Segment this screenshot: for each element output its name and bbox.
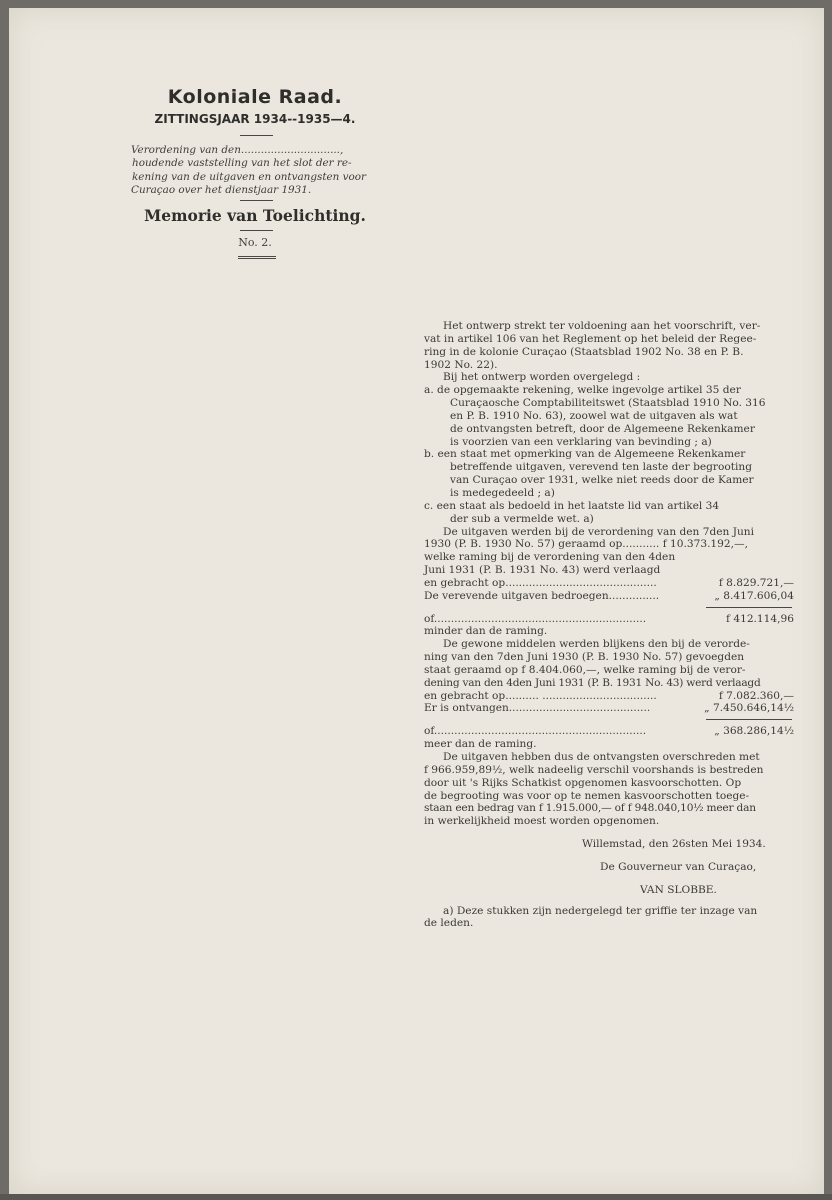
explanatory-text — [424, 320, 794, 930]
council-title: Koloniale Raad. — [167, 86, 343, 108]
place-date: Willemstad, den 26sten Mei 1934. — [582, 838, 766, 851]
text-line: De gewone middelen werden blijkens den bij de verorde- — [443, 638, 750, 651]
ordinance-line: houdende vaststelling van het slot der re- — [132, 157, 352, 170]
amount-value: „ 7.450.646,14½ — [704, 702, 794, 715]
text-line: door uit 's Rijks Schatkist opgenomen kasvoorschotten. Op — [424, 776, 742, 789]
amount-row — [424, 725, 794, 738]
text-line: minder dan de raming. — [424, 625, 548, 638]
text-line: en P. B. 1910 No. 63), zoowel wat de uitgaven als wat — [450, 409, 738, 422]
text-line: meer dan de raming. — [424, 738, 537, 751]
sum-rule — [706, 607, 792, 608]
text-line: Bij het ontwerp worden overgelegd : — [443, 371, 641, 384]
text-line: 1930 (P. B. 1930 No. 57) geraamd op........... f 10.373.192,—, — [424, 538, 748, 551]
footnote-cont: de leden. — [424, 917, 474, 930]
text-line: staan een bedrag van f 1.915.000,— of f 948.040,10½ meer dan — [424, 802, 756, 815]
divider — [238, 256, 276, 257]
amount-label: en gebracht op............................................. — [424, 576, 657, 589]
ordinance-line: Curaçao over het dienstjaar 1931. — [131, 184, 312, 197]
text-line: f 966.959,89½, welk nadeelig verschil voorshands is bestreden — [424, 763, 764, 776]
text-line: staat geraamd op f 8.404.060,—, welke raming bij de veror- — [424, 663, 746, 676]
text-line: De uitgaven hebben dus de ontvangsten overschreden met — [443, 751, 760, 763]
list-item-c: c. een staat als bedoeld in het laatste lid van artikel 34 — [424, 499, 720, 512]
text-line: van Curaçao over 1931, welke niet reeds door de Kamer — [450, 474, 754, 487]
text-line: 1902 No. 22). — [424, 358, 498, 371]
text-line: de ontvangsten betreft, door de Algemeene Rekenkamer — [450, 422, 755, 435]
document-number: No. 2. — [238, 236, 272, 249]
text-line: ring in de kolonie Curaçao (Staatsblad 1902 No. 38 en P. B. — [424, 345, 744, 358]
divider — [238, 258, 276, 259]
ordinance-description — [131, 144, 381, 198]
list-item-a: a. de opgemaakte rekening, welke ingevolge artikel 35 der — [424, 384, 741, 397]
divider — [240, 135, 273, 136]
divider — [240, 230, 273, 231]
ordinance-line: kening van de uitgaven en ontvangsten voor — [132, 170, 366, 183]
divider — [240, 200, 273, 201]
amount-label: De verevende uitgaven bedroegen............... — [424, 589, 660, 602]
amount-row — [424, 590, 794, 603]
text-line: vat in artikel 106 van het Reglement op het beleid der Regee- — [424, 332, 757, 345]
sum-rule — [706, 719, 792, 720]
amount-value: „ 8.417.606,04 — [714, 589, 794, 602]
text-line: De uitgaven werden bij de verordening van den 7den Juni — [443, 525, 755, 538]
amount-label: en gebracht op.......... .................................. — [424, 689, 657, 702]
amount-label: of............................................................... — [424, 612, 647, 625]
document-heading: Memorie van Toelichting. — [144, 206, 366, 225]
governor-title: De Gouverneur van Curaçao, — [600, 860, 757, 873]
text-line: ning van den 7den Juni 1930 (P. B. 1930 No. 57) gevoegden — [424, 651, 745, 664]
amount-row — [424, 577, 794, 590]
text-line: welke raming bij de verordening van den 4den — [424, 551, 676, 564]
ordinance-line: Verordening van den.............................., — [131, 144, 344, 156]
session-year: ZITTINGSJAAR 1934--1935—4. — [154, 112, 356, 126]
amount-row — [424, 702, 794, 715]
amount-value: f 412.114,96 — [726, 612, 794, 625]
governor-signature-name: VAN SLOBBE. — [640, 883, 717, 896]
amount-label: of............................................................... — [424, 725, 647, 738]
amount-label: Er is ontvangen.......................................... — [424, 702, 651, 715]
amount-value: f 8.829.721,— — [718, 576, 794, 589]
amount-value: f 7.082.360,— — [718, 689, 794, 702]
list-item-b: b. een staat met opmerking van de Algemeene Rekenkamer — [424, 448, 746, 461]
amount-value: „ 368.286,14½ — [714, 725, 794, 738]
text-line: Curaçaosche Comptabiliteitswet (Staatsblad 1910 No. 316 — [450, 397, 766, 410]
text-line: Juni 1931 (P. B. 1931 No. 43) werd verlaagd — [424, 564, 661, 577]
text-line: dening van den 4den Juni 1931 (P. B. 1931 No. 43) werd verlaagd — [424, 676, 761, 689]
text-line: de begrooting was voor op te nemen kasvoorschotten toege- — [424, 789, 750, 802]
footnote: a) Deze stukken zijn nedergelegd ter griffie ter inzage van — [443, 904, 758, 917]
text-line: is medegedeeld ; a) — [450, 486, 555, 499]
amount-row — [424, 613, 794, 626]
scan-bottom-edge — [0, 1194, 832, 1200]
amount-row — [424, 690, 794, 703]
text-line: betreffende uitgaven, verevend ten laste der begrooting — [450, 461, 753, 474]
text-line: Het ontwerp strekt ter voldoening aan het voorschrift, ver- — [443, 320, 761, 332]
text-line: is voorzien van een verklaring van bevinding ; a) — [450, 435, 712, 448]
text-line: in werkelijkheid moest worden opgenomen. — [424, 815, 660, 828]
text-line: der sub a vermelde wet. a) — [450, 512, 594, 525]
